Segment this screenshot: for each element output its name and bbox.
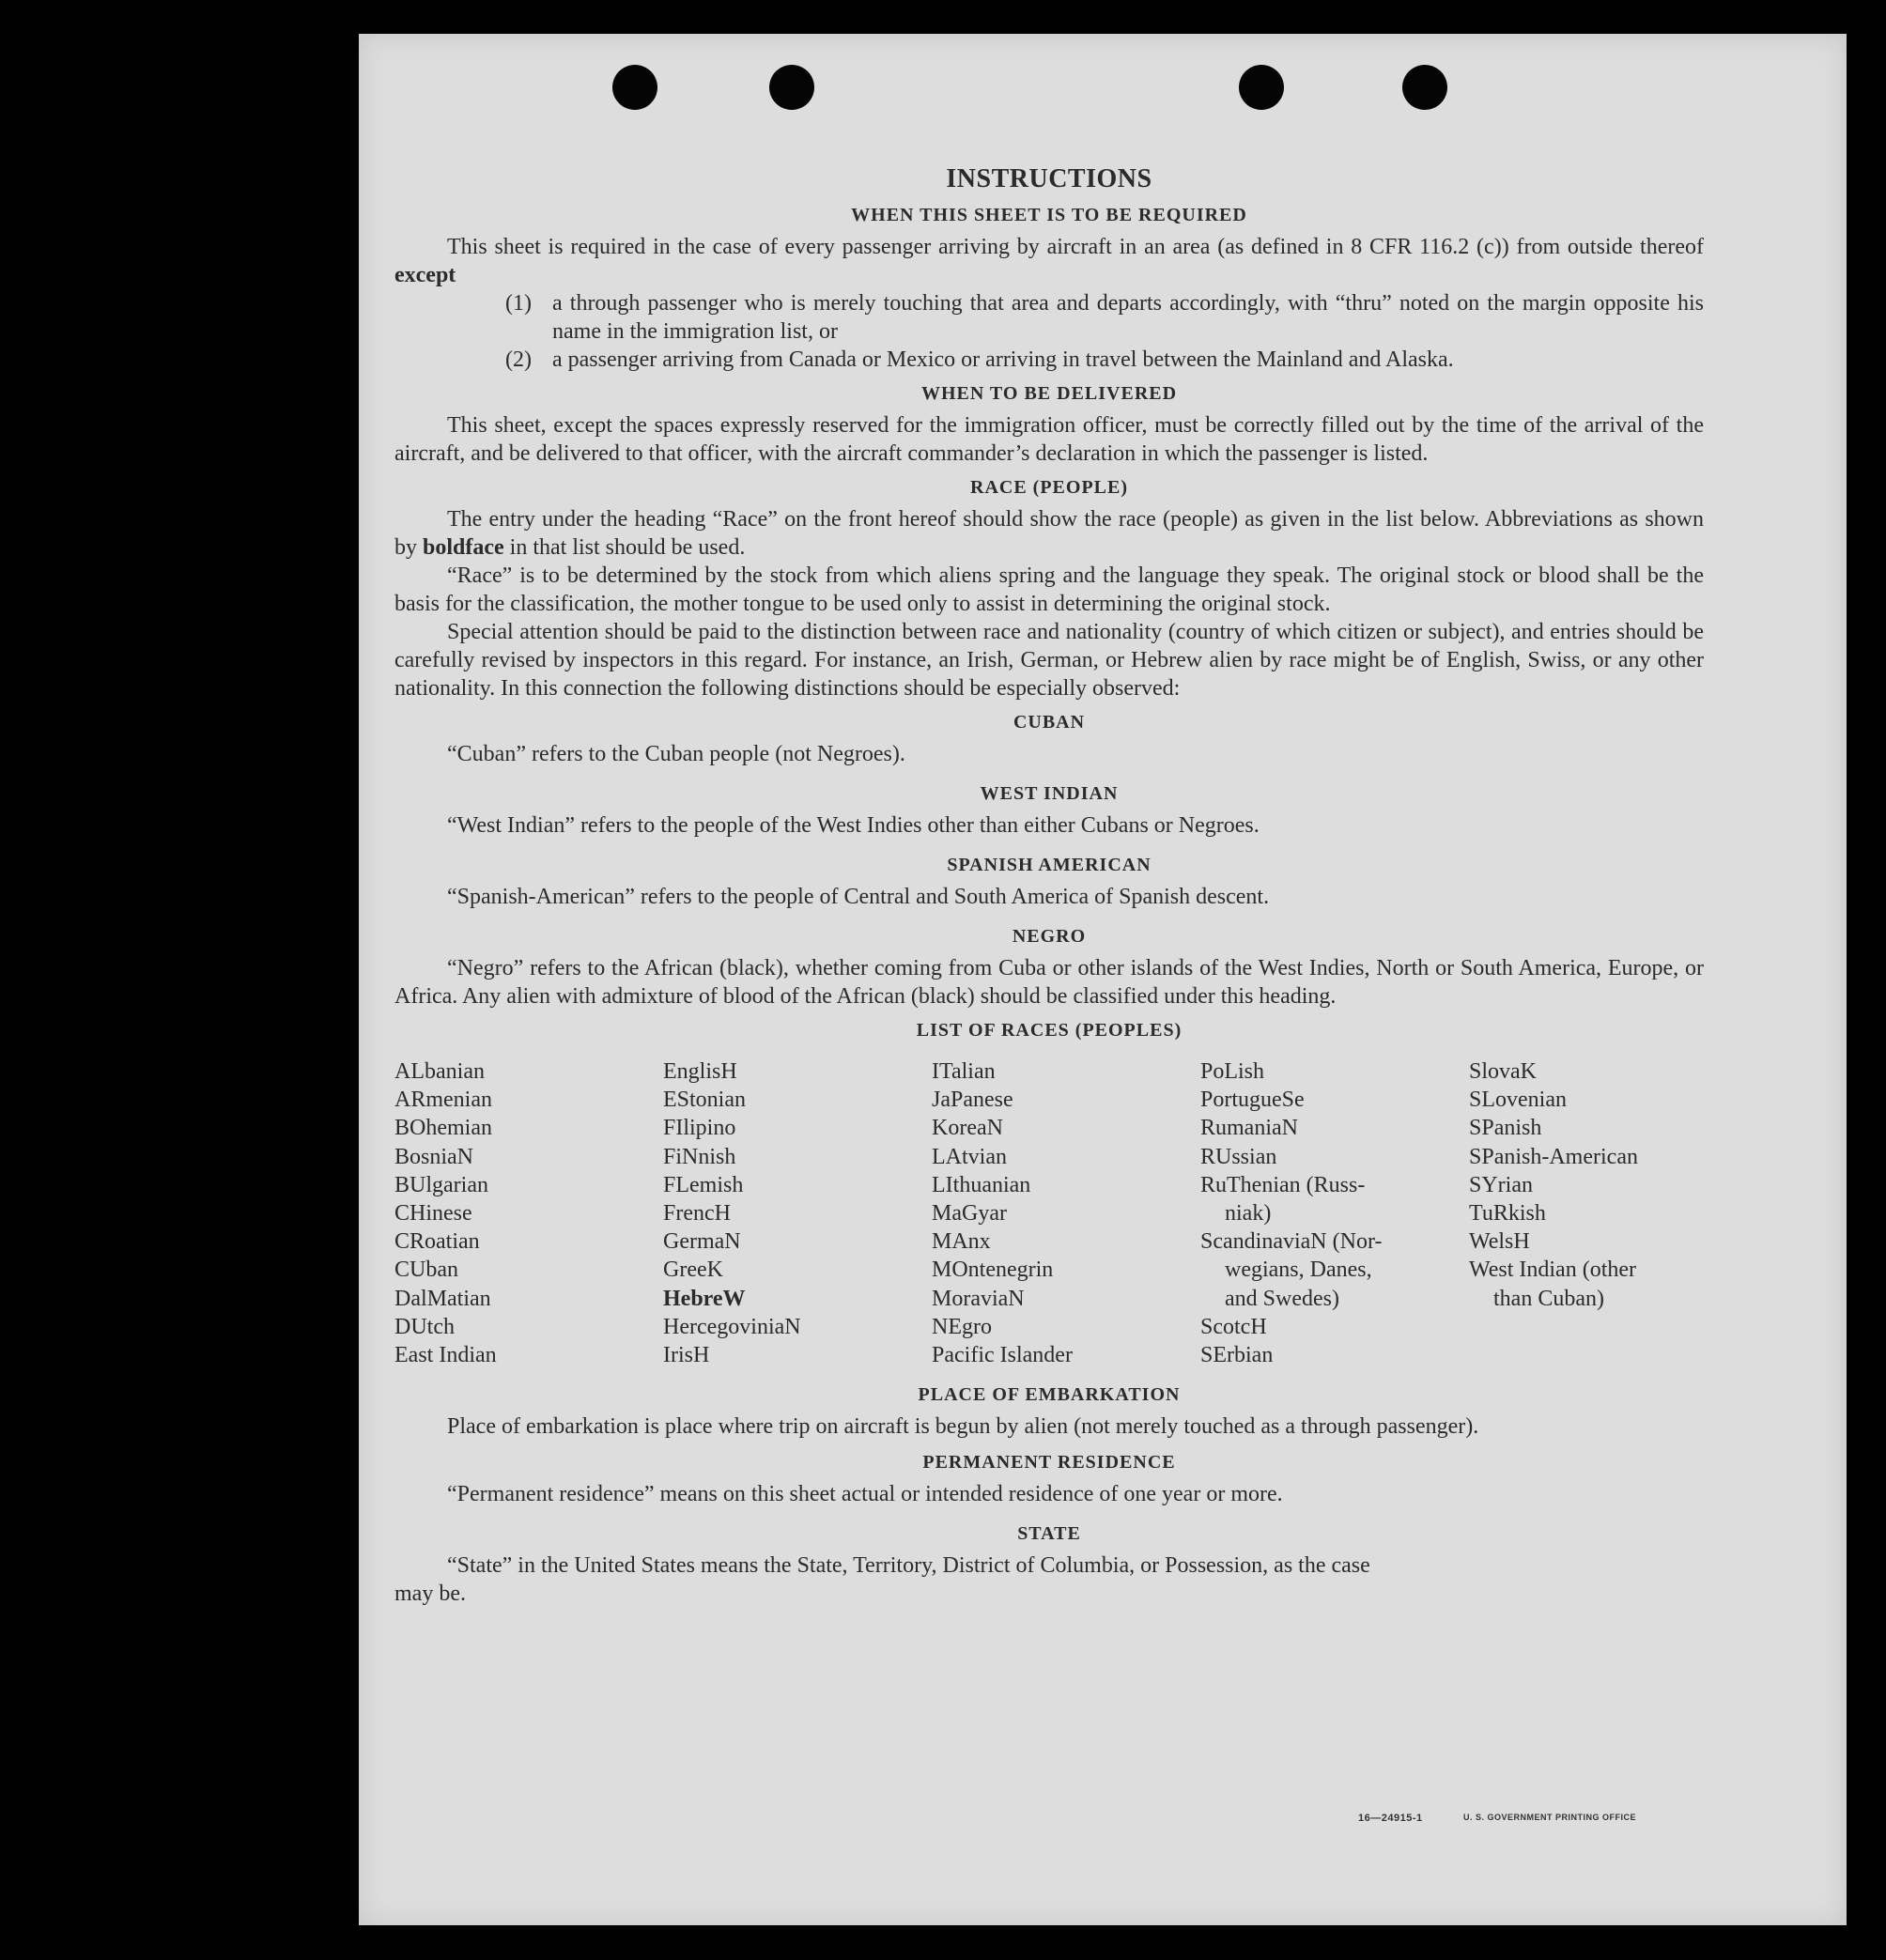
race-entry: FIlipino <box>663 1116 736 1141</box>
heading-when-required: WHEN THIS SHEET IS TO BE REQUIRED <box>851 205 1247 225</box>
race-entry: West Indian (other <box>1469 1258 1637 1283</box>
races-list <box>394 1057 1704 1369</box>
heading-embarkation: PLACE OF EMBARKATION <box>918 1384 1181 1406</box>
race-entry: DalMatian <box>394 1286 491 1311</box>
exception-item: (1) a through passenger who is merely touching that area and departs accordingly, with “thru” noted on the margin opposite his name in the immigration list, or <box>505 291 1704 344</box>
race-entry: SPanish <box>1469 1116 1542 1141</box>
race-entry: RumaniaN <box>1200 1116 1298 1141</box>
race-entry: ARmenian <box>394 1088 492 1113</box>
race-entry: PoLish <box>1200 1059 1265 1084</box>
heading-race: RACE (PEOPLE) <box>970 477 1128 498</box>
race-entry: CHinese <box>394 1201 472 1227</box>
race-entry: East Indian <box>394 1343 497 1368</box>
punch-hole <box>769 65 814 110</box>
race-entry: PortugueSe <box>1200 1088 1305 1113</box>
state-text: “State” in the United States means the State, Territory, District of Columbia, or Possession, as the case <box>447 1553 1370 1579</box>
race-entry-continued: than Cuban) <box>1493 1286 1604 1311</box>
race-entry: FLemish <box>663 1172 744 1197</box>
race-entry: RUssian <box>1200 1144 1277 1169</box>
race-entry: Pacific Islander <box>932 1343 1073 1368</box>
spanish-american-text: “Spanish-American” refers to the people of Central and South America of Spanish descent. <box>447 885 1270 909</box>
race-entry-continued: and Swedes) <box>1225 1286 1339 1311</box>
document-sheet <box>359 34 1847 1925</box>
race-entry: RuThenian (Russ- <box>1200 1172 1366 1197</box>
race-entry: JaPanese <box>932 1088 1013 1113</box>
heading-negro: NEGRO <box>1012 926 1087 947</box>
heading-when-delivered: WHEN TO BE DELIVERED <box>920 383 1178 404</box>
race-entry: FrencH <box>663 1201 731 1227</box>
cuban-text: “Cuban” refers to the Cuban people (not Negroes). <box>447 742 905 766</box>
instructions-content <box>394 165 1704 1608</box>
race-entry: BosniaN <box>394 1144 473 1169</box>
race-paragraph-3: Special attention should be paid to the distinction between race and nationality (country of which citizen or subject), and entries should be carefully revised by inspectors in this regard. For instance, an Irish, German, or Hebrew alien by race might be of English, Swiss, or any other nationality. In this connection the following distinctions should be especially observed: <box>394 620 1704 701</box>
race-entry: EnglisH <box>663 1059 737 1084</box>
race-entry: MaGyar <box>932 1201 1007 1227</box>
race-entry: BOhemian <box>394 1116 492 1141</box>
race-entry: LAtvian <box>932 1144 1007 1169</box>
when-delivered-text: This sheet, except the spaces expressly reserved for the immigration officer, must be correctly filled out by the time of the arrival of the aircraft, and be delivered to that officer, with the aircraft commander’s declaration in which the passenger is listed. <box>394 413 1704 466</box>
race-entry: MOntenegrin <box>932 1258 1054 1283</box>
race-entry: GreeK <box>663 1258 723 1283</box>
punch-hole <box>612 65 657 110</box>
race-entry: ITalian <box>932 1059 996 1084</box>
race-entry: SLovenian <box>1469 1088 1567 1113</box>
races-column-4 <box>1200 1057 1469 1369</box>
race-entry: NEgro <box>932 1314 992 1339</box>
race-entry: MoraviaN <box>932 1286 1025 1311</box>
race-entry: CRoatian <box>394 1229 480 1255</box>
exception-item: (2) a passenger arriving from Canada or Mexico or arriving in travel between the Mainland and Alaska. <box>505 347 1454 372</box>
race-entry: KoreaN <box>932 1116 1003 1141</box>
race-entry: TuRkish <box>1469 1201 1546 1227</box>
punch-hole <box>1239 65 1284 110</box>
race-entry: FiNnish <box>663 1144 736 1169</box>
race-entry: SlovaK <box>1469 1059 1537 1084</box>
race-entry: ALbanian <box>394 1059 485 1084</box>
residence-text: “Permanent residence” means on this sheet actual or intended residence of one year or more. <box>447 1482 1283 1507</box>
race-entry: SPanish-American <box>1469 1144 1638 1169</box>
heading-west-indian: WEST INDIAN <box>980 783 1119 804</box>
page-title: INSTRUCTIONS <box>946 164 1152 193</box>
embarkation-text: Place of embarkation is place where trip on aircraft is begun by alien (not merely touched as a through passenger). <box>447 1414 1479 1440</box>
heading-cuban: CUBAN <box>1013 712 1086 733</box>
race-paragraph-2: “Race” is to be determined by the stock from which aliens spring and the language they speak. The original stock or blood shall be the basis for the classification, the mother tongue to be used only to assist in determining the original stock. <box>394 563 1704 616</box>
race-paragraph-1: The entry under the heading “Race” on the front hereof should show the race (people) as given in the list below. Abbreviations as shown by boldface in that list should be used. <box>394 507 1704 560</box>
when-required-intro: This sheet is required in the case of every passenger arriving by aircraft in an area (as defined in 8 CFR 116.2 (c)) from outside thereof except <box>394 235 1704 287</box>
race-entry: SErbian <box>1200 1343 1274 1368</box>
race-entry: DUtch <box>394 1314 455 1339</box>
heading-list-of-races: LIST OF RACES (PEOPLES) <box>916 1020 1183 1041</box>
races-column-2 <box>663 1057 932 1369</box>
race-entry: IrisH <box>663 1343 710 1368</box>
races-column-1 <box>394 1057 663 1369</box>
race-entry: HercegoviniaN <box>663 1314 801 1339</box>
heading-permanent-residence: PERMANENT RESIDENCE <box>922 1452 1176 1474</box>
race-entry: LIthuanian <box>932 1172 1031 1197</box>
west-indian-text: “West Indian” refers to the people of the West Indies other than either Cubans or Negroes. <box>447 813 1260 838</box>
race-entry: ScandinaviaN (Nor- <box>1200 1229 1383 1255</box>
race-entry-continued: wegians, Danes, <box>1225 1258 1372 1283</box>
race-entry: EStonian <box>663 1088 746 1113</box>
race-entry: WelsH <box>1469 1229 1530 1255</box>
race-entry: MAnx <box>932 1229 991 1255</box>
heading-state: STATE <box>1017 1523 1081 1545</box>
form-code: 16—24915-1 <box>1358 1813 1423 1824</box>
race-entry-continued: niak) <box>1225 1201 1272 1227</box>
race-entry: ScotcH <box>1200 1314 1267 1339</box>
race-entry: HebreW <box>663 1286 746 1311</box>
printer-imprint: U. S. GOVERNMENT PRINTING OFFICE <box>1463 1813 1637 1822</box>
race-entry: GermaN <box>663 1229 741 1255</box>
punch-hole <box>1402 65 1447 110</box>
race-entry: BUlgarian <box>394 1172 488 1197</box>
races-column-5 <box>1469 1057 1704 1369</box>
heading-spanish-american: SPANISH AMERICAN <box>947 855 1152 875</box>
state-text-end: may be. <box>394 1582 466 1607</box>
race-entry: CUban <box>394 1258 458 1283</box>
race-entry: SYrian <box>1469 1172 1533 1197</box>
races-column-3 <box>932 1057 1200 1369</box>
negro-text: “Negro” refers to the African (black), whether coming from Cuba or other islands of the West Indies, North or South America, Europe, or Africa. Any alien with admixture of blood of the African (black) should be classified under this heading. <box>394 956 1704 1009</box>
